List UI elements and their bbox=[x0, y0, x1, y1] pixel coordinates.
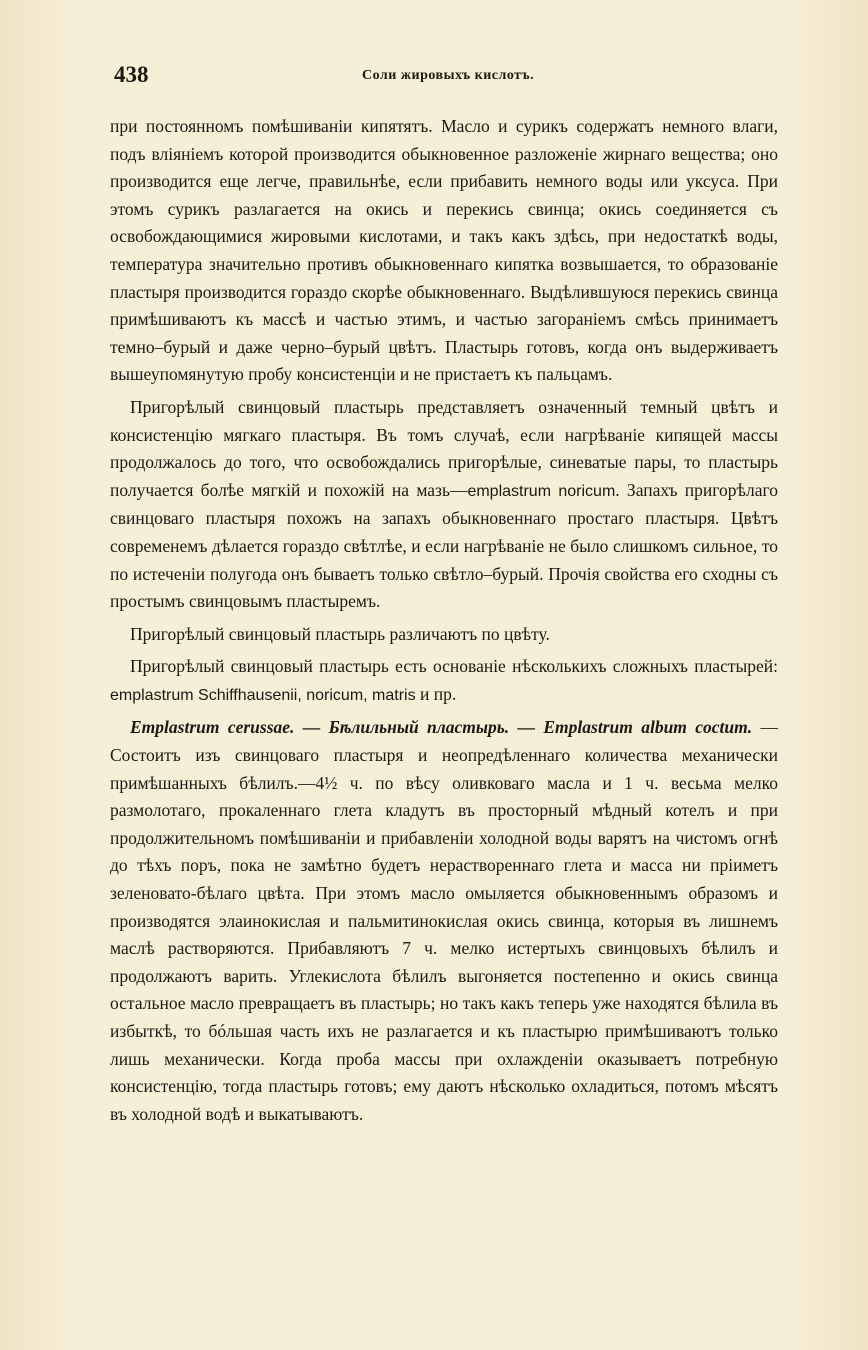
paragraph-2 bbox=[110, 394, 778, 616]
paragraph-2-text-after: . Запахъ пригорѣлаго свинцоваго пластыря похожъ на запахъ обыкновеннаго простаго пластыря. Цвѣтъ современемъ дѣлается гораздо свѣтлѣе, и если нагрѣваніе не было слишкомъ сильное, то по истеченіи полугода онъ бываетъ только свѣтло–бурый. Прочія свойства его сходны съ простымъ свинцовымъ пластыремъ. bbox=[110, 479, 778, 612]
page-body bbox=[110, 113, 778, 1133]
paragraph-1 bbox=[110, 113, 778, 389]
paragraph-4-text-after: и пр. bbox=[415, 683, 457, 704]
paragraph-5 bbox=[110, 714, 778, 1128]
paragraph-2-text-before: Пригорѣлый свинцовый пластырь представляетъ означенный темный цвѣтъ и консистенцію мягкаго пластыря. Въ томъ случаѣ, если нагрѣваніе кипящей массы продолжалось до того, что освобождались пригорѣлые, синеватые пары, то пластырь получается болѣе мягкій и похожій на мазь— bbox=[110, 396, 778, 500]
page-header bbox=[100, 62, 780, 92]
page-number: 438 bbox=[114, 62, 149, 87]
paragraph-1-text: при постоянномъ помѣшиваніи кипятятъ. Масло и сурикъ содержатъ немного влаги, подъ вліяніемъ которой производится обыкновенное разложеніе жирнаго вещества; оно производится еще легче, правильнѣе, если прибавить немного воды или уксуса. При этомъ сурикъ разлагается на окись и перекись свинца; окись соединяется съ освобождающимися жировыми кислотами, и такъ какъ здѣсь, при недостаткѣ воды, температура значительно противъ обыкновеннаго кипятка возвышается, то образованіе пластыря производится гораздо скорѣе обыкновеннаго. Выдѣлившуюся перекись свинца примѣшиваютъ къ массѣ и частью этимъ, и частью загораніемъ смѣсь принимаетъ темно–бурый и даже черно–бурый цвѣтъ. Пластырь готовъ, когда онъ выдерживаетъ вышеупомянутую пробу консистенціи и не пристаетъ къ пальцамъ. bbox=[110, 116, 778, 385]
paragraph-5-text: — Состоитъ изъ свинцоваго пластыря и неопредѣленнаго количества механически примѣшанныхъ бѣлилъ.—4½ ч. по вѣсу оливковаго масла и 1 ч. весьма мелко размолотаго, прокаленнаго глета кладутъ въ просторный мѣдный котелъ и при продолжительномъ помѣшиваніи и прибавленіи холодной воды варятъ на чистомъ огнѣ до тѣхъ поръ, пока не замѣтно будетъ нераствореннаго глета и масса ни пріиметъ зеленовато-бѣлаго цвѣта. При этомъ масло омыляется обыкновеннымъ образомъ и производятся элаинокислая и пальмитинокислая окись свинца, которыя въ лишнемъ маслѣ растворяются. Прибавляютъ 7 ч. мелко истертыхъ свинцовыхъ бѣлилъ и продолжаютъ варить. Углекислота бѣлилъ выгоняется постепенно и окись свинца остальное масло превращаетъ въ пластырь; но такъ какъ теперь уже находятся бѣлила въ избыткѣ, то бóльшая часть ихъ не разлагается и къ пластырю примѣшиваютъ только лишь механически. Когда проба массы при охлажденіи оказываетъ потребную консистенцію, тогда пластырь готовъ; ему даютъ нѣсколько охладиться, потомъ мѣсятъ въ холодной водѣ и выкатываютъ. bbox=[110, 717, 778, 1124]
entry-title-emplastrum-cerussae: Emplastrum cerussae. — Бѣлильный пластырь. — Emplastrum album coctum. bbox=[130, 717, 753, 738]
paragraph-4-text-before: Пригорѣлый свинцовый пластырь есть основаніе нѣсколькихъ сложныхъ пластырей: bbox=[130, 656, 778, 677]
latin-term-emplastrum-noricum: emplastrum noricum bbox=[467, 482, 616, 500]
latin-term-plaster-list: emplastrum Schiffhausenii, noricum, matris bbox=[110, 686, 416, 704]
running-head: Соли жировыхъ кислотъ. bbox=[362, 68, 535, 83]
paragraph-3-text: Пригорѣлый свинцовый пластырь различаютъ по цвѣту. bbox=[130, 623, 550, 644]
paragraph-3 bbox=[110, 621, 778, 649]
paragraph-4 bbox=[110, 653, 778, 709]
